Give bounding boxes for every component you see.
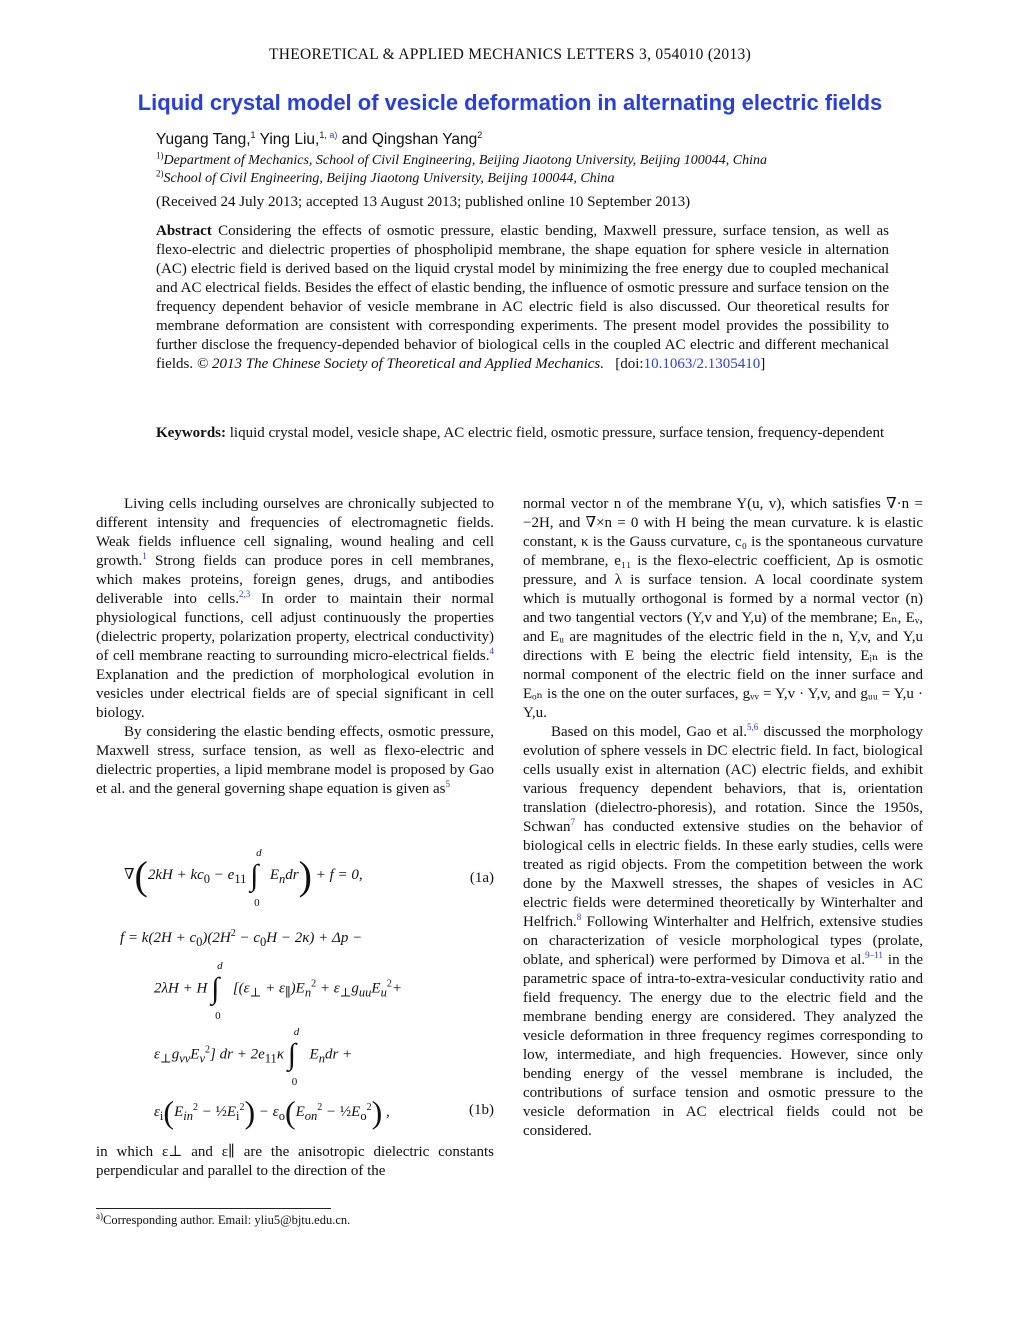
equation-explanation: in which ε⊥ and ε∥ are the anisotropic dielectric constants perpendicular and parallel to the direction of the	[96, 1144, 494, 1179]
ref-4[interactable]: 4	[489, 646, 494, 656]
author-2-sup: 1,	[319, 129, 330, 140]
ref-7[interactable]: 7	[570, 817, 575, 827]
running-head: THEORETICAL & APPLIED MECHANICS LETTERS 3, 054010 (2013)	[268, 46, 752, 63]
author-2: Ying Liu,	[259, 131, 320, 148]
equation-1a: $\nabla(2kH + kc_0 - e_{11}$ ∫ d 0 $E_ndr) + f = 0$, (1a)	[124, 846, 494, 909]
column-left	[96, 495, 494, 799]
affiliation-1: $^{1)}$Department of Mechanics, School of Civil Engineering, Beijing Jiaotong University, Beijing 100044, China	[156, 150, 767, 168]
ref-1[interactable]: 1	[142, 551, 147, 561]
intro-paragraph-2: By considering the elastic bending effects, osmotic pressure, Maxwell stress, surface tension, as well as flexo-electric and dielectric properties, a lipid membrane model is proposed by Gao et al. and the general governing shape equation is given as$^5$	[96, 724, 494, 797]
copyright: © 2013 The Chinese Society of Theoretical and Applied Mechanics.	[196, 356, 604, 372]
keywords	[156, 424, 889, 443]
author-1: Yugang Tang,	[156, 131, 251, 148]
column-right	[523, 495, 923, 1141]
affiliation-2: $^{2)}$School of Civil Engineering, Beijing Jiaotong University, Beijing 100044, China	[156, 168, 615, 186]
author-3-sup: 2	[477, 129, 483, 140]
ref-5-6[interactable]: 5,6	[747, 722, 759, 732]
abstract: Abstract Considering the effects of osmotic pressure, elastic bending, Maxwell pressure, surface tension, as well as flexo-electric and dielectric properties of phospholipid membrane, the shape equation for sphere vesicle in alternation (AC) electric field is derived based on the liquid crystal model by minimizing the free energy due to coupled mechanical and AC electrical fields. Besides the effect of elastic bending, the influence of osmotic pressure and surface tension on the frequency dependent behavior of vesicle membrane in AC electric field is also discussed. Our theoretical results for membrane deformation are consistent with corresponding experiments. The present model provides the possibility to further disclose the frequency-depended behavior of biological cells in the coupled AC electric and different mechanical fields. © 2013 The Chinese Society of Theoretical and Applied Mechanics. [doi:10.1063/2.1305410]	[156, 223, 889, 372]
keywords-text: liquid crystal model, vesicle shape, AC electric field, osmotic pressure, surface tension, frequency-dependent	[229, 425, 885, 441]
author-1-sup: 1	[250, 129, 256, 140]
paper-title: Liquid crystal model of vesicle deformation in alternating electric fields	[137, 90, 883, 115]
footnote-rule	[96, 1208, 331, 1209]
abstract-text: Considering the effects of osmotic pressure, elastic bending, Maxwell pressure, surface tension, as well as flexo-electric and dielectric properties of phospholipid membrane, the shape equation for sphere vesicle in alternation (AC) electric field is derived based on the liquid crystal model by minimizing the free energy due to coupled mechanical and AC electrical fields. Besides the effect of elastic bending, the influence of osmotic pressure and surface tension on the frequency dependent behavior of vesicle membrane in AC electric field is also discussed. Our theoretical results for membrane deformation are consistent with corresponding experiments. The present model provides the possibility to further disclose the frequency-depended behavior of biological cells in the coupled AC electric and different mechanical fields.	[156, 223, 889, 372]
footnote: $^{a)}$Corresponding author. Email: yliu5@bjtu.edu.cn.	[96, 1210, 351, 1227]
ref-9-11[interactable]: 9–11	[865, 950, 883, 960]
abstract-heading: Abstract	[156, 223, 212, 239]
equation-1a-number: (1a)	[469, 870, 494, 886]
equation-1b: $f = k(2H + c_0)(2H^2 - c_0H - 2\kappa) + \Delta p$ − 2λH + H ∫ d 0 [$(\varepsilon_\perp + \varepsilon_\parallel)E_n^2 + \varepsilon_\perp g_{uu}E_u^2+$ $\varepsilon_\perp g_{vv}E_v^2$] dr + $2e_{11}\kappa$ ∫ d 0 $E_ndr$ + $\varepsilon_i(E_{in}^2$ − $\frac{1}{2}E_i^2) - \varepsilon_o(E_{on}^2$ − $\frac{1}{2}E_o^2$) , (1b)	[120, 928, 494, 1130]
doi-link[interactable]: 10.1063/2.1305410	[643, 356, 761, 372]
ref-5[interactable]: 5	[445, 779, 450, 789]
received-dates: (Received 24 July 2013; accepted 13 August 2013; published online 10 September 2013)	[156, 194, 691, 210]
intro-paragraph-1: Living cells including ourselves are chronically subjected to different intensity and frequencies of electromagnetic fields. Weak fields influence cell signaling, wound healing and cell growth.$^1$ Strong fields can produce pores in cell membranes, which makes proteins, foreign genes, drugs, and antibodies deliverable into cells.$^{2,3}$ In order to maintain their normal physiological functions, cell adjust continuously the properties (dielectric property, polarization property, electrical conductivity) of cell membrane reacting to surrounding micro-electrical fields.$^4$ Explanation and the prediction of morphological evolution in vesicles under electrical fields are of special significant in cell biology.	[96, 496, 495, 721]
ref-2-3[interactable]: 2,3	[239, 589, 251, 599]
background-paragraph: Based on this model, Gao et al.$^{5,6}$ discussed the morphology evolution of sphere vessels in DC electric field. In fact, biological cells usually exist in alternation (AC) electric fields, and exhibit various frequency dependent behaviors, that is, orientation translation (dielectro-phoresis), and rotation. Since the 1950s, Schwan$^7$ has conducted extensive studies on the behavior of biological cells in electric fields. In these early studies, cells were treated as rigid objects. From the competition between the work done by the Maxwell stresses, the shapes of vesicles in AC electric fields were determined theoretically by Winterhalter and Helfrich.$^8$ Following Winterhalter and Helfrich, extensive studies on characterization of vesicle morphological types (prolate, oblate, and spherical) were performed by Dimova et al.$^{9-11}$ in the parametric space of intra-to-extra-vesicular conductivity ratio and field frequency. The energy due to the electric field and the membrane bending energy are considered. They analyzed the vesicle deformation in three frequency regimes corresponding to low, intermediate, and high frequencies. However, since only bending energy of the vessel membrane is included, the contributions of surface tension and osmotic pressure to the vesicle deformation in AC electrical fields could not be considered.	[523, 722, 923, 1139]
equation-1b-number: (1b)	[469, 1102, 494, 1118]
keywords-heading: Keywords:	[156, 425, 226, 441]
author-3: and Qingshan Yang	[341, 131, 478, 148]
author-note-link[interactable]: a)	[329, 129, 338, 140]
author-list	[156, 131, 482, 149]
definitions-paragraph: normal vector n of the membrane Y(u, v), which satisfies ∇·n = −2H, and ∇×n = 0 with H being the mean curvature. k is elastic constant, κ is the Gauss curvature, c₀ is the spontaneous curvature of membrane, e₁₁ is the flexo-electric coefficient, Δp is osmotic pressure, and λ is surface tension. A local coordinate system which is mutually orthogonal is formed by a normal vector (n) and two tangential vectors (Y,v and Y,u) of the membrane; Eₙ, Eᵥ, and Eᵤ are magnitudes of the electric field in the n, Y,v, and Y,u directions with E being the electric field intensity, Eᵢₙ is the normal component of the electric field on the inner surface and Eₒₙ is the one on the outer surfaces, gᵥᵥ = Y,v · Y,v, and gᵤᵤ = Y,u · Y,u.	[523, 496, 923, 721]
ref-8[interactable]: 8	[576, 912, 582, 922]
